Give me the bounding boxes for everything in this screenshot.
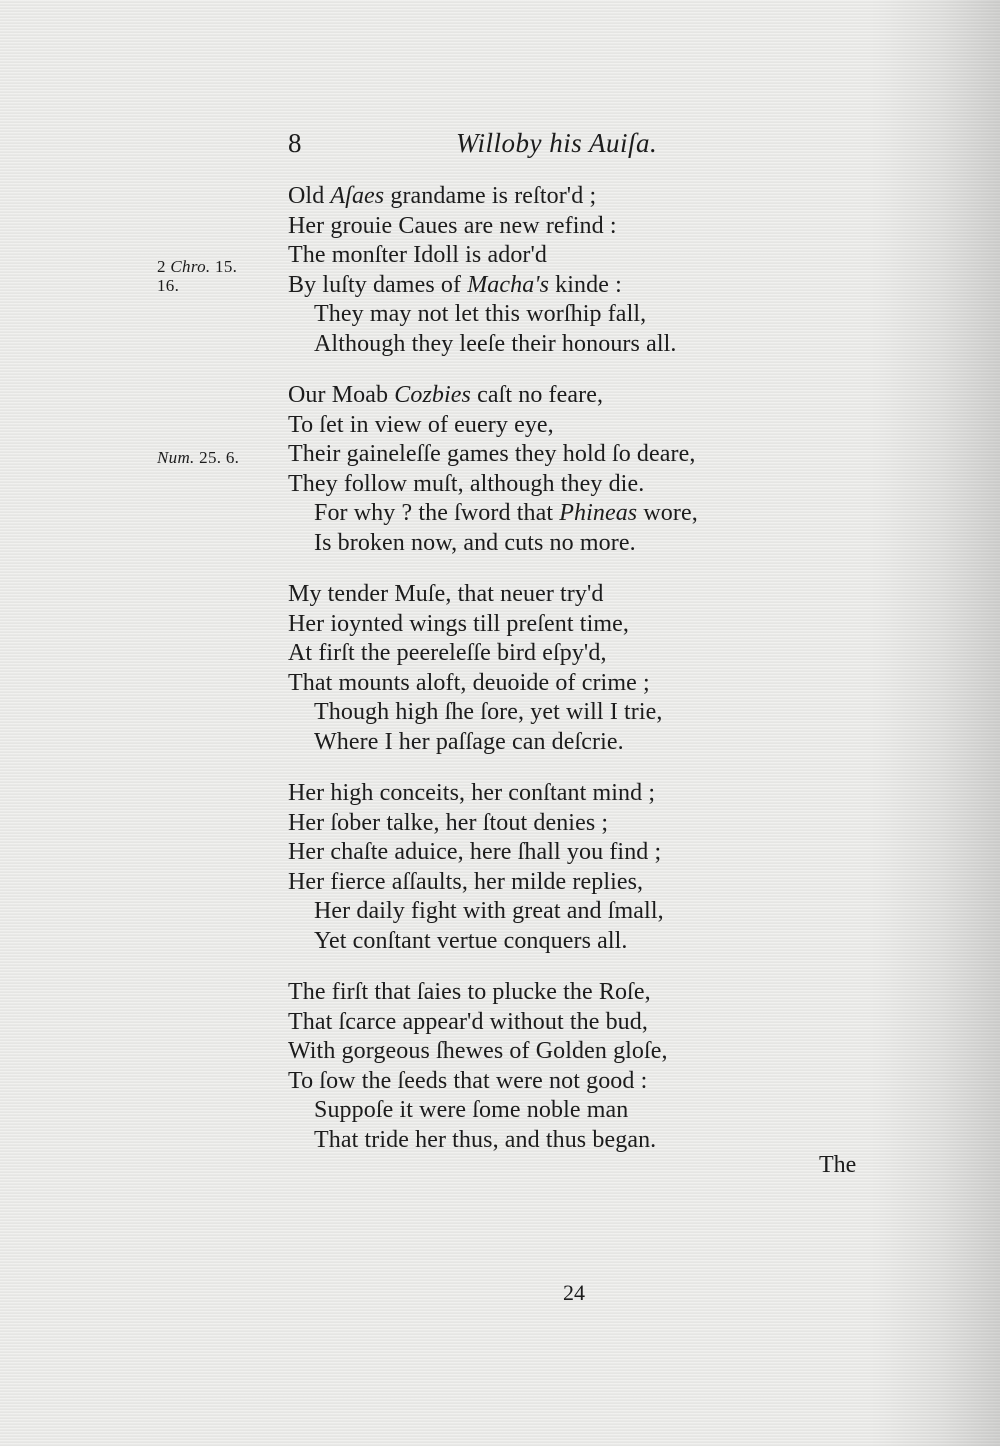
verse-line: For why ? the ſword that Phineas wore,	[314, 500, 698, 527]
verse-line: That mounts aloft, deuoide of crime ;	[288, 669, 650, 696]
verse-line: Her fierce aſſaults, her milde replies,	[288, 868, 644, 895]
verse-line: Where I her paſſage can deſcrie.	[314, 728, 624, 755]
page-edge-shadow	[870, 0, 1000, 1446]
verse-line: Her chaſte aduice, here ſhall you find ;	[288, 839, 662, 866]
verse-line: At firſt the peereleſſe bird eſpy'd,	[288, 640, 607, 667]
verse-line: The firſt that ſaies to plucke the Roſe,	[288, 979, 651, 1005]
running-title: Willoby his Auiſa.	[456, 128, 658, 158]
verse-line: Is broken now, and cuts no more.	[314, 529, 636, 556]
verse-line: They may not let this worſhip fall,	[314, 301, 647, 328]
margin-note-chronicles	[157, 257, 237, 295]
verse-line: Her grouie Caues are new refind :	[288, 212, 617, 239]
verse-line: To ſet in view of euery eye,	[288, 411, 554, 438]
verse-line: My tender Muſe, that neuer try'd	[288, 581, 604, 607]
verse-line: With gorgeous ſhewes of Golden gloſe,	[288, 1038, 668, 1065]
page-header	[288, 128, 708, 164]
margin-note-numbers	[157, 448, 239, 467]
verse-line: Suppoſe it were ſome noble man	[314, 1097, 629, 1124]
verse-line: Their gaineleſſe games they hold ſo deare,	[288, 441, 696, 468]
verse-line: That ſcarce appear'd without the bud,	[288, 1008, 648, 1035]
verse-line: To ſow the ſeeds that were not good :	[288, 1067, 648, 1094]
margin-note-line: Num. 25. 6.	[157, 448, 240, 467]
stanza-3	[288, 580, 808, 758]
margin-note-line: 2 Chro. 15.	[157, 257, 238, 276]
verse-line: Yet conſtant vertue conquers all.	[314, 927, 628, 954]
verse-line: They follow muſt, although they die.	[288, 470, 645, 497]
verse-line: By luſty dames of Macha's kinde :	[288, 271, 622, 298]
verse-line: Though high ſhe ſore, yet will I trie,	[314, 699, 663, 726]
verse-line: Her high conceits, her conſtant mind ;	[288, 780, 656, 806]
verse-line: Although they leeſe their honours all.	[314, 330, 677, 357]
verse-line: Our Moab Cozbies caſt no feare,	[288, 382, 604, 408]
catchword: The	[819, 1152, 857, 1178]
verse-line: The monſter Idoll is ador'd	[288, 242, 548, 269]
verse-line: Her daily fight with great and ſmall,	[314, 898, 664, 925]
verse-line: Her ioynted wings till preſent time,	[288, 610, 629, 637]
margin-note-line: 16.	[157, 276, 180, 295]
verse-line: Old Aſaes grandame is reſtor'd ;	[288, 183, 597, 209]
verse-line: That tride her thus, and thus began.	[314, 1126, 657, 1153]
stanza-4	[288, 779, 808, 957]
verse-line: Her ſober talke, her ſtout denies ;	[288, 809, 609, 836]
page-number: 8	[288, 128, 302, 158]
stanza-1	[288, 182, 808, 360]
stanza-2	[288, 381, 808, 559]
stanza-5	[288, 978, 808, 1156]
folio-number: 24	[563, 1280, 585, 1305]
